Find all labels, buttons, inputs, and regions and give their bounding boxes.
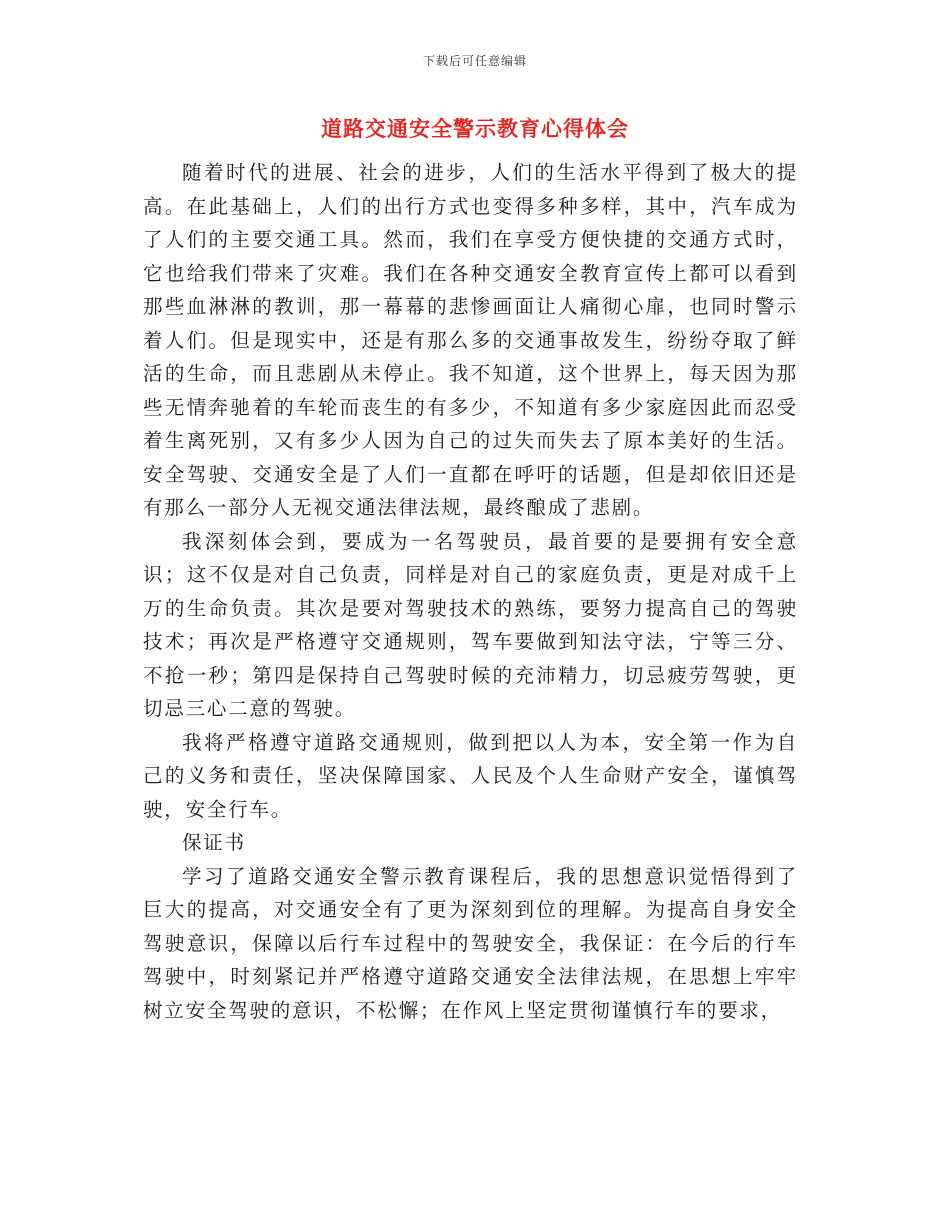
section-heading-pledge: 保证书 xyxy=(182,831,246,854)
paragraph-intro: 随着时代的进展、社会的进步，人们的生活水平得到了极大的提高。在此基础上，人们的出行方式也变得多种多样，其中，汽车成为了人们的主要交通工具。然而，我们在享受方便快捷的交通方式时，它也给我们带来了灾难。我们在各种交通安全教育宣传上都可以看到那些血淋淋的教训，那一幕幕的悲惨画面让人痛彻心扉，也同时警示着人们。但是现实中，还是有那么多的交通事故发生，纷纷夺取了鲜活的生命，而且悲剧从未停止。我不知道，这个世界上，每天因为那些无情奔驰着的车轮而丧生的有多少，不知道有多少家庭因此而忍受着生离死别，又有多少人因为自己的过失而失去了原本美好的生活。安全驾驶、交通安全是了人们一直都在呼吁的话题，但是却依旧还是有那么一部分人无视交通法律法规，最终酿成了悲剧。 xyxy=(143,161,798,519)
document-body xyxy=(143,156,798,1027)
paragraph-pledge: 学习了道路交通安全警示教育课程后，我的思想意识觉悟得到了巨大的提高，对交通安全有了更为深刻到位的理解。为提高自身安全驾驶意识，保障以后行车过程中的驾驶安全，我保证：在今后的行车驾驶中，时刻紧记并严格遵守道路交通安全法律法规，在思想上牢牢树立安全驾驶的意识，不松懈；在作风上坚定贯彻谨慎行车的要求， xyxy=(143,864,798,1022)
paragraph-reflection: 我深刻体会到，要成为一名驾驶员，最首要的是要拥有安全意识；这不仅是对自己负责，同样是对自己的家庭负责，更是对成千上万的生命负责。其次是要对驾驶技术的熟练，要努力提高自己的驾驶技术；再次是严格遵守交通规则，驾车要做到知法守法，宁等三分、不抢一秒；第四是保持自己驾驶时候的充沛精力，切忌疲劳驾驶，更切忌三心二意的驾驶。 xyxy=(143,529,798,720)
paragraph-commitment: 我将严格遵守道路交通规则，做到把以人为本，安全第一作为自己的义务和责任，坚决保障国家、人民及个人生命财产安全，谨慎驾驶，安全行车。 xyxy=(143,730,798,821)
document-title: 道路交通安全警示教育心得体会 xyxy=(321,117,629,141)
header-note: 下载后可任意编辑 xyxy=(422,54,527,68)
